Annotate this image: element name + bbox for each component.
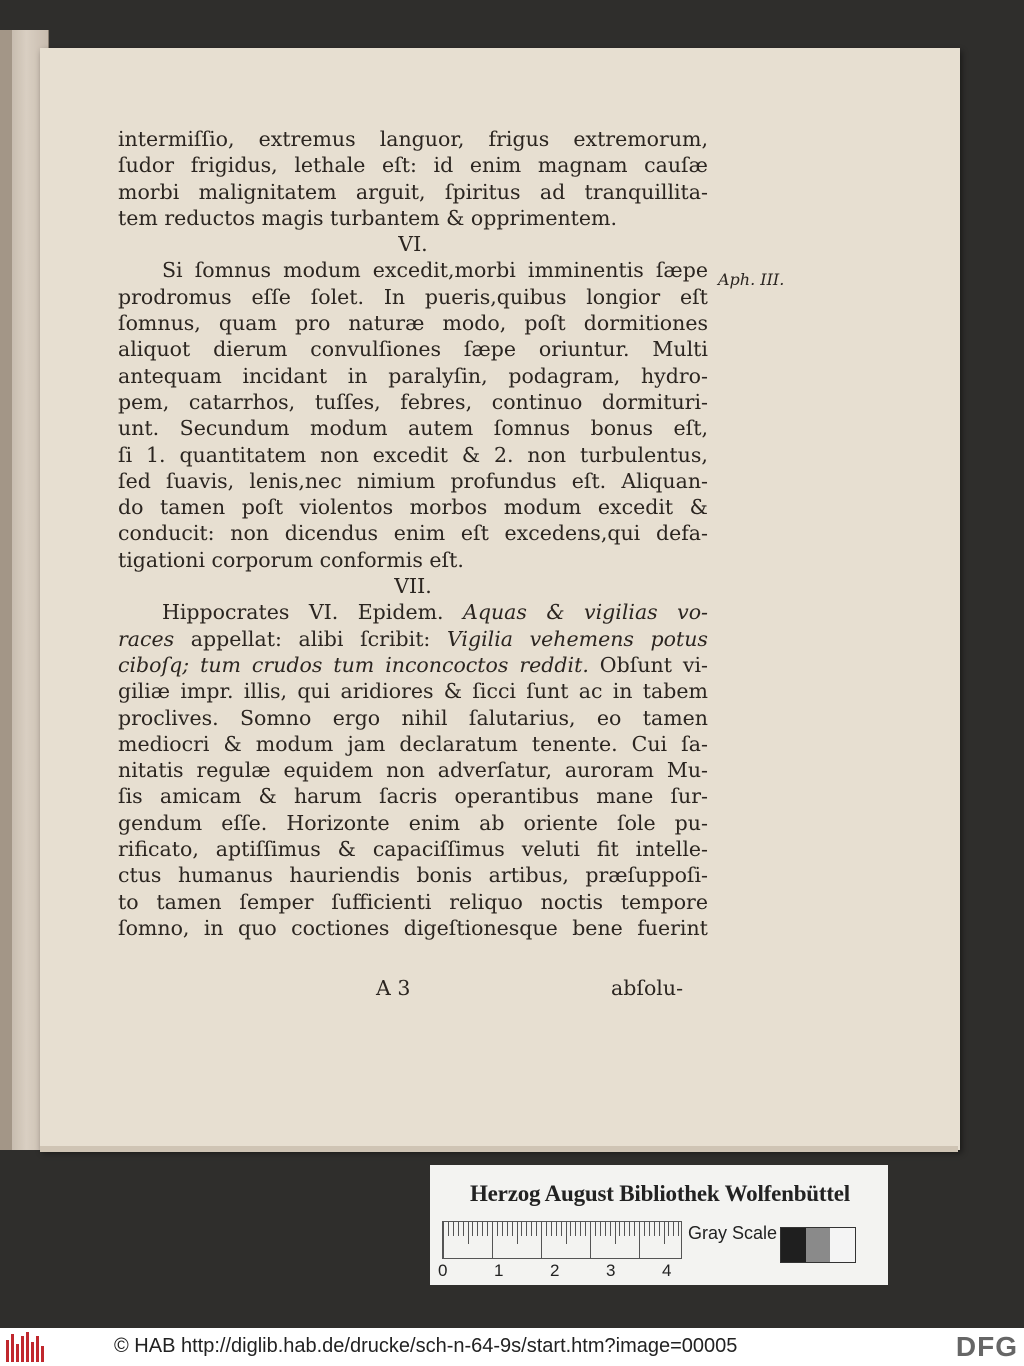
ruler-tick: [585, 1222, 586, 1236]
ruler-tick: [468, 1222, 469, 1244]
ruler-tick: [664, 1222, 665, 1244]
ruler-tick: [600, 1222, 601, 1236]
text-line: tem reductos magis turbantem & opprimentem.: [118, 205, 617, 230]
ruler-tick: [639, 1222, 640, 1258]
text-line: mediocri & modum jam declaratum tenente. Cui ſa-: [118, 731, 708, 756]
ruler-tick: [546, 1222, 547, 1236]
ruler-label: 4: [662, 1261, 672, 1280]
signature-mark: A 3: [376, 976, 411, 1000]
logo-bar: [11, 1334, 14, 1362]
intro-paragraph: [118, 126, 708, 231]
ruler-tick: [654, 1222, 655, 1236]
ruler-tick: [556, 1222, 557, 1236]
ruler-tick: [561, 1222, 562, 1236]
viewer-footer-bar: [0, 1328, 1024, 1366]
ruler-tick: [502, 1222, 503, 1236]
text-line: proclives. Somno ergo nihil ſalutarius, eo tamen: [118, 705, 708, 730]
logo-bar: [36, 1336, 39, 1362]
ruler-tick: [615, 1222, 616, 1244]
ruler-tick: [482, 1222, 483, 1236]
ruler-tick: [531, 1222, 532, 1236]
scale-ruler: [442, 1221, 682, 1259]
text-line: intermiſſio, extremus languor, frigus extremorum,: [118, 127, 708, 151]
ruler-tick: [619, 1222, 620, 1236]
text-line: Si ſomnus modum excedit,morbi imminentis ſæpe: [162, 258, 708, 283]
ruler-tick: [472, 1222, 473, 1236]
ruler-tick: [551, 1222, 552, 1236]
ruler-tick: [644, 1222, 645, 1236]
ruler-label: 2: [550, 1261, 560, 1280]
text-line: races appellat: alibi ſcribit: Vigilia vehemens potus: [118, 626, 708, 651]
text-line: do tamen poſt violentos morbos modum excedit &: [118, 495, 708, 520]
text-line: ctus humanus hauriendis bonis artibus, præſuppoſi-: [118, 863, 708, 888]
logo-bar: [26, 1332, 29, 1362]
ruler-tick: [566, 1222, 567, 1244]
text-line: rificato, aptiſſimus & capaciſſimus veluti fit intelle-: [118, 837, 708, 862]
logo-bar: [31, 1342, 34, 1362]
library-color-card: [430, 1165, 888, 1285]
ruler-tick: [448, 1222, 449, 1236]
text-line: pem, catarrhos, tuſſes, febres, continuo dormituri-: [118, 389, 708, 414]
gray-swatch: [781, 1228, 806, 1262]
logo-bar: [6, 1340, 9, 1362]
ruler-tick: [649, 1222, 650, 1236]
text-line: giliæ impr. illis, qui aridiores & ſicci ſunt ac in tabem: [118, 679, 708, 704]
ruler-label: 0: [438, 1261, 448, 1280]
ruler-label: 3: [606, 1261, 616, 1280]
logo-bar: [21, 1336, 24, 1362]
grayscale-swatches: [780, 1227, 856, 1263]
ruler-tick: [492, 1222, 493, 1258]
text-line: ſomnus, quam pro naturæ modo, poſt dormitiones: [118, 311, 708, 336]
logo-bar: [41, 1346, 44, 1362]
text-line: tigationi corporum conformis eſt.: [118, 547, 464, 572]
page-text: [118, 126, 708, 941]
text-line: ſomno, in quo coctiones digeſtionesque bene fuerint: [118, 915, 708, 940]
text-line: morbi malignitatem arguit, ſpiritus ad tranquillita-: [118, 179, 708, 204]
text-line: aliquot dierum convulſiones ſæpe oriuntur. Multi: [118, 337, 708, 362]
ruler-tick: [536, 1222, 537, 1236]
ruler-tick: [610, 1222, 611, 1236]
gray-swatch: [806, 1228, 831, 1262]
ruler-tick: [659, 1222, 660, 1236]
page-bottom-edge: [40, 1146, 958, 1152]
ruler-tick: [517, 1222, 518, 1244]
section-heading-vii: VII.: [394, 574, 432, 599]
text-line: antequam incidant in paralyſin, podagram, hydro-: [118, 363, 708, 388]
ruler-tick: [605, 1222, 606, 1236]
section-vi-paragraph: [118, 257, 708, 573]
ruler-tick: [570, 1222, 571, 1236]
ruler-tick: [634, 1222, 635, 1236]
text-line: nitatis regulæ equidem non adverſatur, auroram Mu-: [118, 758, 708, 783]
text-line: ciboſq; tum crudos tum inconcoctos reddit. Obſunt vi-: [118, 652, 708, 677]
section-heading-vi: VI.: [398, 232, 428, 257]
ruler-tick: [507, 1222, 508, 1236]
catchword: abſolu-: [611, 976, 683, 1000]
grayscale-label: Gray Scale: [688, 1223, 778, 1243]
ruler-tick: [678, 1222, 679, 1236]
hab-logo-icon: [6, 1332, 46, 1362]
margin-note: Aph. III.: [718, 270, 785, 289]
ruler-tick: [443, 1222, 444, 1258]
text-line: conducit: non dicendus enim eſt excedens,qui defa-: [118, 521, 708, 546]
card-title: Herzog August Bibliothek Wolfenbüttel: [469, 1181, 851, 1206]
ruler-tick: [497, 1222, 498, 1236]
ruler-tick: [580, 1222, 581, 1236]
text-line: prodromus eſſe ſolet. In pueris,quibus longior eſt: [118, 284, 708, 309]
page-footer: [118, 976, 683, 1000]
ruler-tick: [595, 1222, 596, 1236]
text-line: Hippocrates VI. Epidem. Aquas & vigilias vo-: [162, 600, 708, 625]
text-line: gendum eſſe. Horizonte enim ab oriente ſole pu-: [118, 810, 708, 835]
ruler-tick: [624, 1222, 625, 1236]
ruler-tick: [458, 1222, 459, 1236]
book-spine-shadow: [0, 30, 12, 1150]
gray-swatch: [830, 1228, 855, 1262]
text-line: ſis amicam & harum ſacris operantibus mane ſur-: [118, 784, 708, 809]
ruler-label: 1: [494, 1261, 504, 1280]
copyright-link[interactable]: © HAB http://diglib.hab.de/drucke/sch-n-64-9s/start.htm?image=00005: [114, 1335, 738, 1357]
text-line: unt. Secundum modum autem ſomnus bonus eſt,: [118, 416, 708, 441]
ruler-tick: [668, 1222, 669, 1236]
ruler-tick: [590, 1222, 591, 1258]
logo-bar: [16, 1344, 19, 1362]
ruler-tick: [575, 1222, 576, 1236]
text-line: ſi 1. quantitatem non excedit & 2. non turbulentus,: [118, 442, 708, 467]
text-line: ſed ſuavis, lenis,nec nimium profundus eſt. Aliquan-: [118, 468, 708, 493]
ruler-tick: [453, 1222, 454, 1236]
ruler-tick: [512, 1222, 513, 1236]
ruler-tick: [463, 1222, 464, 1236]
ruler-tick: [629, 1222, 630, 1236]
ruler-tick: [487, 1222, 488, 1236]
dfg-logo: DFG: [955, 1331, 1018, 1362]
ruler-tick: [521, 1222, 522, 1236]
section-vii-paragraph: [118, 599, 708, 941]
ruler-tick: [541, 1222, 542, 1258]
ruler-tick: [673, 1222, 674, 1236]
text-line: ſudor frigidus, lethale eſt: id enim magnam cauſæ: [118, 153, 708, 178]
text-line: to tamen ſemper ſufficienti reliquo noctis tempore: [118, 889, 708, 914]
ruler-tick: [526, 1222, 527, 1236]
ruler-tick: [477, 1222, 478, 1236]
